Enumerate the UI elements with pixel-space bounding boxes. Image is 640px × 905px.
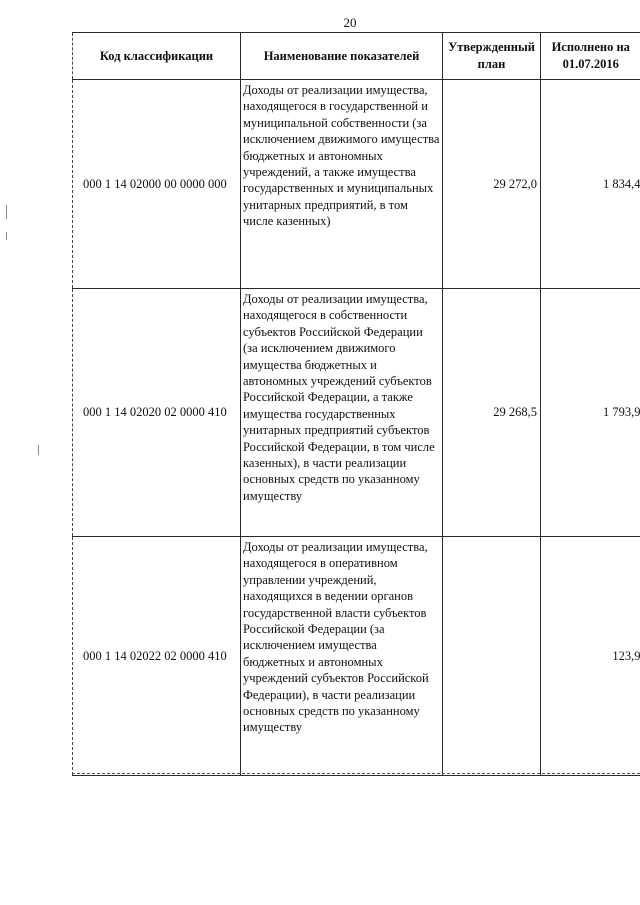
header-plan: Утвержденный план (443, 33, 541, 80)
header-code: Код классификации (73, 33, 241, 80)
header-done: Исполнено на 01.07.2016 (541, 33, 640, 80)
table-row (73, 537, 640, 776)
row-plan (443, 537, 541, 776)
row-done: 123,9 (541, 537, 640, 776)
row-done: 1 834,4 (541, 80, 640, 289)
table-bottom-dashed-border (72, 773, 640, 774)
report-table (72, 32, 640, 776)
margin-mark (6, 205, 7, 219)
row-done: 1 793,9 (541, 289, 640, 537)
row-code: 000 1 14 02022 02 0000 410 (73, 537, 241, 776)
row-code: 000 1 14 02000 00 0000 000 (73, 80, 241, 289)
row-plan: 29 272,0 (443, 80, 541, 289)
header-name: Наименование показателей (241, 33, 443, 80)
table-row (73, 80, 640, 289)
table-header-row (73, 33, 640, 80)
row-name: Доходы от реализации имущества, находящегося в государственной и муниципальной собственности (за исключением движимого имущества бюджетных и автономных учреждений, а также имущества государственных и муниципальных унитарных предприятий, в том числе казенных) (241, 80, 443, 289)
row-name: Доходы от реализации имущества, находящегося в собственности субъектов Российской Федерации (за исключением движимого имущества бюджетных и автономных учреждений субъектов Российской Федерации, а также имущества государственных унитарных предприятий субъектов Российской Федерации, в том числе казенных), в части реализации основных средств по указанному имуществу (241, 289, 443, 537)
margin-mark (6, 232, 7, 240)
report-table-frame (72, 32, 640, 774)
page-number: 20 (343, 15, 357, 30)
row-plan: 29 268,5 (443, 289, 541, 537)
margin-mark (38, 445, 39, 455)
row-name: Доходы от реализации имущества, находящегося в оперативном управлении учреждений, находящихся в ведении органов государственной власти субъектов Российской Федерации (за исключением имущества бюджетных и автономных учреждений субъектов Российской Федерации), в части реализации основных средств по указанному имуществу (241, 537, 443, 776)
row-code: 000 1 14 02020 02 0000 410 (73, 289, 241, 537)
table-row (73, 289, 640, 537)
